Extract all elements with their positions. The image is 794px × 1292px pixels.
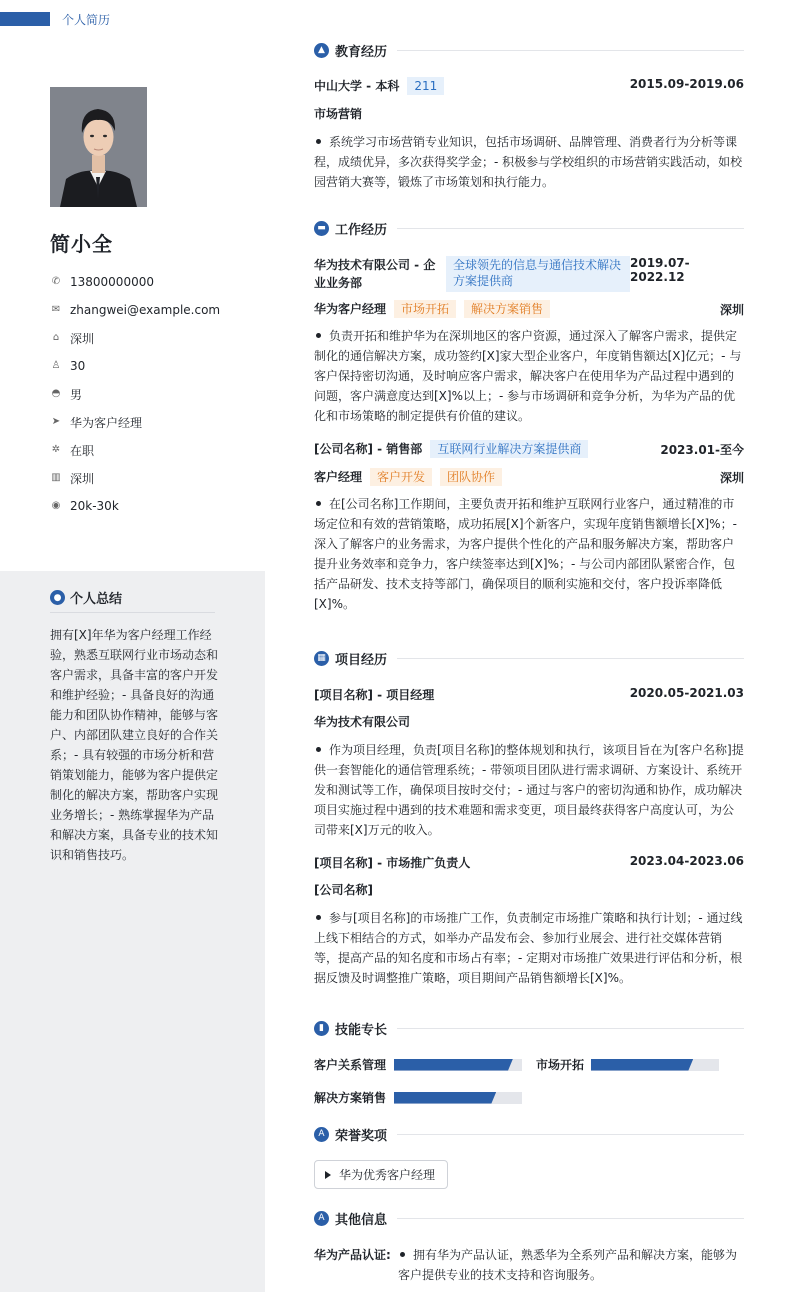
education-school: 中山大学 - 本科 [314, 79, 400, 93]
project-2-header [314, 854, 744, 871]
phone-value: 13800000000 [70, 275, 154, 289]
project-date-1: 2020.05-2021.03 [629, 686, 744, 700]
info-position [50, 408, 220, 436]
work-city-2: 深圳 [719, 470, 744, 485]
position-value: 华为客户经理 [70, 415, 143, 430]
summary-title: 个人总结 [70, 592, 123, 607]
other-section [314, 1208, 744, 1285]
other-heading [314, 1208, 744, 1228]
gender-value: 男 [70, 387, 83, 402]
bullet-icon [316, 747, 321, 752]
skill-bar-fill [591, 1059, 693, 1071]
awards-heading [314, 1124, 744, 1144]
home-icon: ⌂ [52, 332, 60, 343]
phone-icon: ✆ [51, 276, 61, 287]
other-label: 华为产品认证: [314, 1248, 391, 1262]
section-divider [397, 1028, 744, 1029]
skills-section [314, 1018, 744, 1038]
bullet-icon [400, 1252, 405, 1257]
section-divider [397, 1134, 744, 1135]
info-phone [50, 268, 220, 296]
project-org-2: [公司名称] [314, 883, 373, 897]
skill-row [314, 1056, 522, 1073]
work-item-1-header [314, 256, 744, 292]
work-company-1: 华为技术有限公司 - 企业业务部 [314, 258, 436, 290]
other-row [314, 1245, 744, 1285]
section-divider [397, 1218, 744, 1219]
work-item-2-role [314, 468, 744, 486]
work-city-1: 深圳 [719, 302, 744, 317]
education-row [314, 77, 744, 95]
skill-name: 客户关系管理 [314, 1058, 387, 1072]
status-icon: ✲ [51, 444, 61, 455]
bullet-icon [316, 333, 321, 338]
award-item [314, 1160, 448, 1189]
education-major-row [314, 105, 744, 122]
work-company-2: [公司名称] - 销售部 [314, 442, 423, 456]
info-city [50, 464, 220, 492]
education-date: 2015.09-2019.06 [629, 77, 744, 91]
work-tag: 客户开发 [370, 468, 432, 486]
resume-title: 个人简历 [62, 12, 111, 27]
education-heading [314, 40, 744, 60]
section-divider [397, 228, 744, 229]
city-value: 深圳 [70, 471, 95, 486]
work-desc-1 [314, 326, 744, 426]
briefcase-icon: ▬ [314, 221, 329, 236]
home-value: 深圳 [70, 331, 95, 346]
grid-icon: ▦ [314, 651, 329, 666]
summary-text: 拥有[X]年华为客户经理工作经验，熟悉互联网行业市场动态和客户需求，具备丰富的客户开发和维护经验；- 具备良好的沟通能力和团队协作精神，能够与客户、内部团队建立良好的合作关系；- 具有较强的市场分析和营销策划能力，能够为客户提供定制化的解决方案，帮助客户实现业务增长；- 熟练掌握华为产品和解决方案，具备专业的技术知识和销售技巧。 [50, 628, 219, 862]
summary-heading [50, 588, 215, 613]
projects-title: 项目经历 [335, 652, 388, 668]
project-name-2: [项目名称] - 市场推广负责人 [314, 856, 471, 870]
project-desc-2-text: 参与[项目名称]的市场推广工作，负责制定市场推广策略和执行计划；- 通过线上线下相结合的方式，如举办产品发布会、参加行业展会、进行社交媒体营销等，提高产品的知名度和市场占有率；- 定期对市场推广效果进行评估和分析，根据反馈及时调整推广策略，项目期间产品销售额增长[X]%。 [314, 911, 743, 985]
info-icon: A [314, 1211, 329, 1226]
info-home [50, 324, 220, 352]
info-gender [50, 380, 220, 408]
school-tag: 211 [407, 77, 444, 95]
projects-heading [314, 648, 744, 668]
skill-bar-track [591, 1059, 719, 1071]
skill-bar-fill [394, 1059, 513, 1071]
project-name-1: [项目名称] - 项目经理 [314, 688, 435, 702]
candidate-name: 简小全 [50, 232, 113, 256]
skill-bar-track [394, 1092, 522, 1104]
projects-section [314, 648, 744, 988]
status-value: 在职 [70, 443, 95, 458]
bar-chart-icon: ▮ [314, 1021, 329, 1036]
info-age [50, 352, 220, 380]
age-value: 30 [70, 359, 86, 373]
education-title: 教育经历 [335, 44, 388, 60]
bullet-icon [316, 501, 321, 506]
project-date-2: 2023.04-2023.06 [629, 854, 744, 868]
skill-row [314, 1089, 522, 1106]
other-text [398, 1245, 744, 1285]
work-tag: 解决方案销售 [464, 300, 550, 318]
skill-name: 市场开拓 [536, 1058, 585, 1072]
work-desc-1-text: 负责开拓和维护华为在深圳地区的客户资源，通过深入了解客户需求，提供定制化的通信解决方案，成功签约[X]家大型企业客户，年度销售额达[X]亿元；- 与客户保持密切沟通，及时响应客户需求，解决客户在使用华为产品过程中遇到的问题，客户满意度达到[X]%以上；- 参与市场调研和竞争分析，为华为产品的优化和市场策略的制定提供有价值的建议。 [314, 329, 742, 423]
person-icon: ● [50, 590, 65, 605]
age-icon: ♙ [51, 360, 61, 371]
play-icon [325, 1171, 331, 1179]
gender-icon: ◓ [51, 388, 61, 399]
section-divider [397, 50, 744, 51]
skill-name: 解决方案销售 [314, 1091, 387, 1105]
work-role-2: 客户经理 [314, 470, 363, 484]
awards-title: 荣誉奖项 [335, 1128, 388, 1144]
section-divider [397, 658, 744, 659]
profile-photo [50, 87, 147, 207]
work-desc-2-text: 在[公司名称]工作期间，主要负责开拓和维护互联网行业客户，通过精准的市场定位和有效的营销策略，成功拓展[X]个新客户，实现年度销售额增长[X]%；- 深入了解客户的业务需求，为客户提供个性化的产品和服务解决方案，帮助客户提升业务效率和竞争力，客户续签率达到[X]%；- 与公司内部团队紧密合作，包括产品研发、技术支持等部门，确保项目的顺利实施和交付，客户投诉率降低[X]%。 [314, 497, 737, 611]
work-company-tag-2: 互联网行业解决方案提供商 [430, 440, 588, 458]
work-tag: 市场开拓 [394, 300, 456, 318]
education-major: 市场营销 [314, 107, 363, 121]
salary-icon: ◉ [51, 500, 61, 511]
skill-bar-fill [394, 1092, 496, 1104]
work-date-2: 2023.01-至今 [660, 442, 744, 457]
project-1-org-row [314, 713, 744, 730]
bullet-icon [316, 915, 321, 920]
mail-icon: ✉ [51, 304, 61, 315]
work-section [314, 218, 744, 614]
info-salary [50, 492, 220, 520]
salary-value: 20k-30k [70, 499, 119, 513]
project-org-1: 华为技术有限公司 [314, 715, 411, 729]
work-title: 工作经历 [335, 222, 388, 238]
email-value: zhangwei@example.com [70, 303, 221, 317]
awards-section [314, 1124, 744, 1144]
work-date-1: 2019.07-2022.12 [630, 256, 690, 284]
work-item-2-header [314, 440, 744, 458]
award-name: 华为优秀客户经理 [339, 1168, 436, 1182]
skills-title: 技能专长 [335, 1022, 388, 1038]
work-heading [314, 218, 744, 238]
info-email [50, 296, 220, 324]
project-desc-1-text: 作为项目经理，负责[项目名称]的整体规划和执行，该项目旨在为[客户名称]提供一套智能化的通信管理系统；- 带领项目团队进行需求调研、方案设计、系统开发和测试等工作，确保项目按时交付；- 通过与客户的密切沟通和协作，成功解决项目实施过程中遇到的技术难题和需求变更，项目最终获得客户高度认可，为公司带来[X]万元的收入。 [314, 743, 744, 837]
city-icon: ▥ [51, 472, 61, 483]
project-1-header [314, 686, 744, 703]
other-title: 其他信息 [335, 1212, 388, 1228]
work-role-1: 华为客户经理 [314, 302, 387, 316]
award-icon: A [314, 1127, 329, 1142]
education-desc [314, 132, 744, 192]
project-desc-2 [314, 908, 744, 988]
project-2-org-row [314, 881, 744, 898]
skills-heading [314, 1018, 744, 1038]
graduation-cap-icon: ▲ [314, 43, 329, 58]
project-desc-1 [314, 740, 744, 840]
work-tag: 团队协作 [440, 468, 502, 486]
contact-info-list [50, 268, 220, 520]
skill-bar-track [394, 1059, 522, 1071]
work-desc-2 [314, 494, 744, 614]
bullet-icon [316, 139, 321, 144]
info-status [50, 436, 220, 464]
education-section [314, 40, 744, 192]
other-text-value: 拥有华为产品认证，熟悉华为全系列产品和解决方案，能够为客户提供专业的技术支持和咨询服务。 [398, 1248, 738, 1282]
work-company-tag-1: 全球领先的信息与通信技术解决方案提供商 [446, 256, 630, 292]
position-icon: ➤ [51, 416, 61, 427]
skill-row [536, 1056, 719, 1073]
education-desc-text: 系统学习市场营销专业知识，包括市场调研、品牌管理、消费者行为分析等课程，成绩优异，多次获得奖学金；- 积极参与学校组织的市场营销实践活动，如校园营销大赛等，锻炼了市场策划和执行能力。 [314, 135, 743, 189]
work-item-1-role [314, 300, 744, 318]
